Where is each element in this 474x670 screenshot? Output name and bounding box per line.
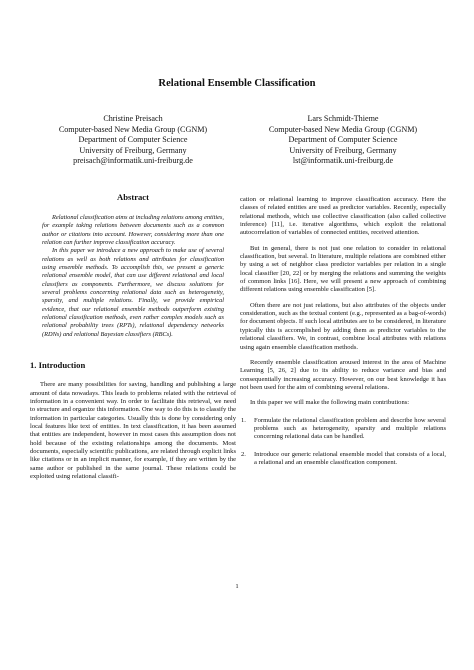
abstract-paragraph: Relational classification aims at including relations among entities, for example taking relations between documents such as a common author or citations into account. However, considering more than one relation can further improve classification accuracy. <box>42 214 224 247</box>
list-item-number: 1. <box>241 416 246 424</box>
author-department: Department of Computer Science <box>78 135 188 145</box>
author-group: Computer-based New Media Group (CGNM) <box>268 124 418 134</box>
author-block-2 <box>240 114 446 167</box>
author-email: preisach@informatik.uni-freiburg.de <box>73 156 193 166</box>
list-item <box>240 417 446 442</box>
author-group: Computer-based New Media Group (CGNM) <box>58 124 208 134</box>
abstract-body <box>30 214 236 339</box>
body-paragraph: In this paper we will make the following main contributions: <box>250 399 410 407</box>
introduction-body <box>30 381 236 481</box>
author-email: lst@informatik.uni-freiburg.de <box>292 156 394 166</box>
body-paragraph: But in general, there is not just one relation to consider in relational classification, but several. In literature, multiple relations are combined either by using a set of neighbor class predictor variables per relation in a single local classifier [20, 22] or by merging the relations and summing the weights of common links [16]. Here, we will present a new approach of combining different relations using ensemble classification [5]. <box>240 244 446 294</box>
contributions-list <box>240 417 446 468</box>
body-paragraph: Often there are not just relations, but also attributes of the objects under consideration, such as the textual content (e.g., represented as a bag-of-words) for document objects. If such local attributes are to be considered, in literature typically this is accomplished by adding them as predictor variables to the relational classifiers. We, in contrast, combine local attributes with relations using again ensemble classification methods. <box>240 301 446 351</box>
paper-title: Relational Ensemble Classification <box>158 78 316 89</box>
list-item-number: 2. <box>241 450 246 458</box>
body-paragraph: Recently ensemble classification aroused interest in the area of Machine Learning [5, 26, 2] due to its ability to reduce variance and bias and consequentially increasing accuracy. However, on our best knowledge it has not been used for the aim of combining several relations. <box>240 358 446 391</box>
list-item-text: Formulate the relational classification problem and describe how several problems such as heterogeneity, sparsity and multiple relations concerning relational data can be handled. <box>254 416 446 441</box>
left-column <box>30 192 236 481</box>
body-paragraph: cation or relational learning to improve classification accuracy. Here the classes of related entities are used as predictor variables. Recently, especially relational methods, which use collective classification (also called collective inference) [11], i.e. iterative algorithms, which exploit the relational autocorrelation of variables of connected entities, received attention. <box>240 196 446 237</box>
section-heading-introduction: 1. Introduction <box>30 360 86 371</box>
author-block-1 <box>30 114 236 167</box>
author-department: Department of Computer Science <box>288 135 398 145</box>
author-university: University of Freiburg, Germany <box>289 145 397 155</box>
right-column <box>240 196 446 476</box>
author-university: University of Freiburg, Germany <box>79 145 187 155</box>
abstract-heading: Abstract <box>117 192 149 202</box>
body-paragraph: There are many possibilities for saving, handling and publishing a large amount of data nowadays. This leads to problems related with the retrieval of information in a convenient way. In order to facilitate this retrieval, we need to structure and organize this information. One way to do this is to classify the information in particular categories. Usually this is done by considering only local features like text of entities. In text classification, it has been assumed that entities are independent, however in most cases this assumption does not hold because of the existing relationships among the documents. Most documents, especially scientific publications, are related through explicit links like citations or in an implicit manner, for example, if they are written by the same author or published in the same journal. These relations could be exploited using relational classifi- <box>30 381 236 480</box>
author-name: Lars Schmidt-Thieme <box>307 114 379 123</box>
author-name: Christine Preisach <box>103 114 163 123</box>
abstract-paragraph: In this paper we introduce a new approach to make use of several relations as well as both relations and attributes for classification using ensemble methods. To accomplish this, we present a generic relational ensemble model, that can use different relational and local classifiers as components. Furthermore, we discuss solutions for several problems concerning relational data such as heterogeneity, sparsity, and multiple relations. Finally, we provide empirical evidence, that our relational ensemble methods outperform existing relational classification methods, even rather complex models such as relational probability trees (RPTs), relational dependency networks (RDNs) and relational Bayesian classifiers (RBCs). <box>42 247 224 338</box>
list-item-text: Introduce our generic relational ensemble model that consists of a local, a relational and an ensemble classification component. <box>254 450 446 466</box>
list-item <box>240 451 446 468</box>
page-number: 1 <box>235 583 239 590</box>
